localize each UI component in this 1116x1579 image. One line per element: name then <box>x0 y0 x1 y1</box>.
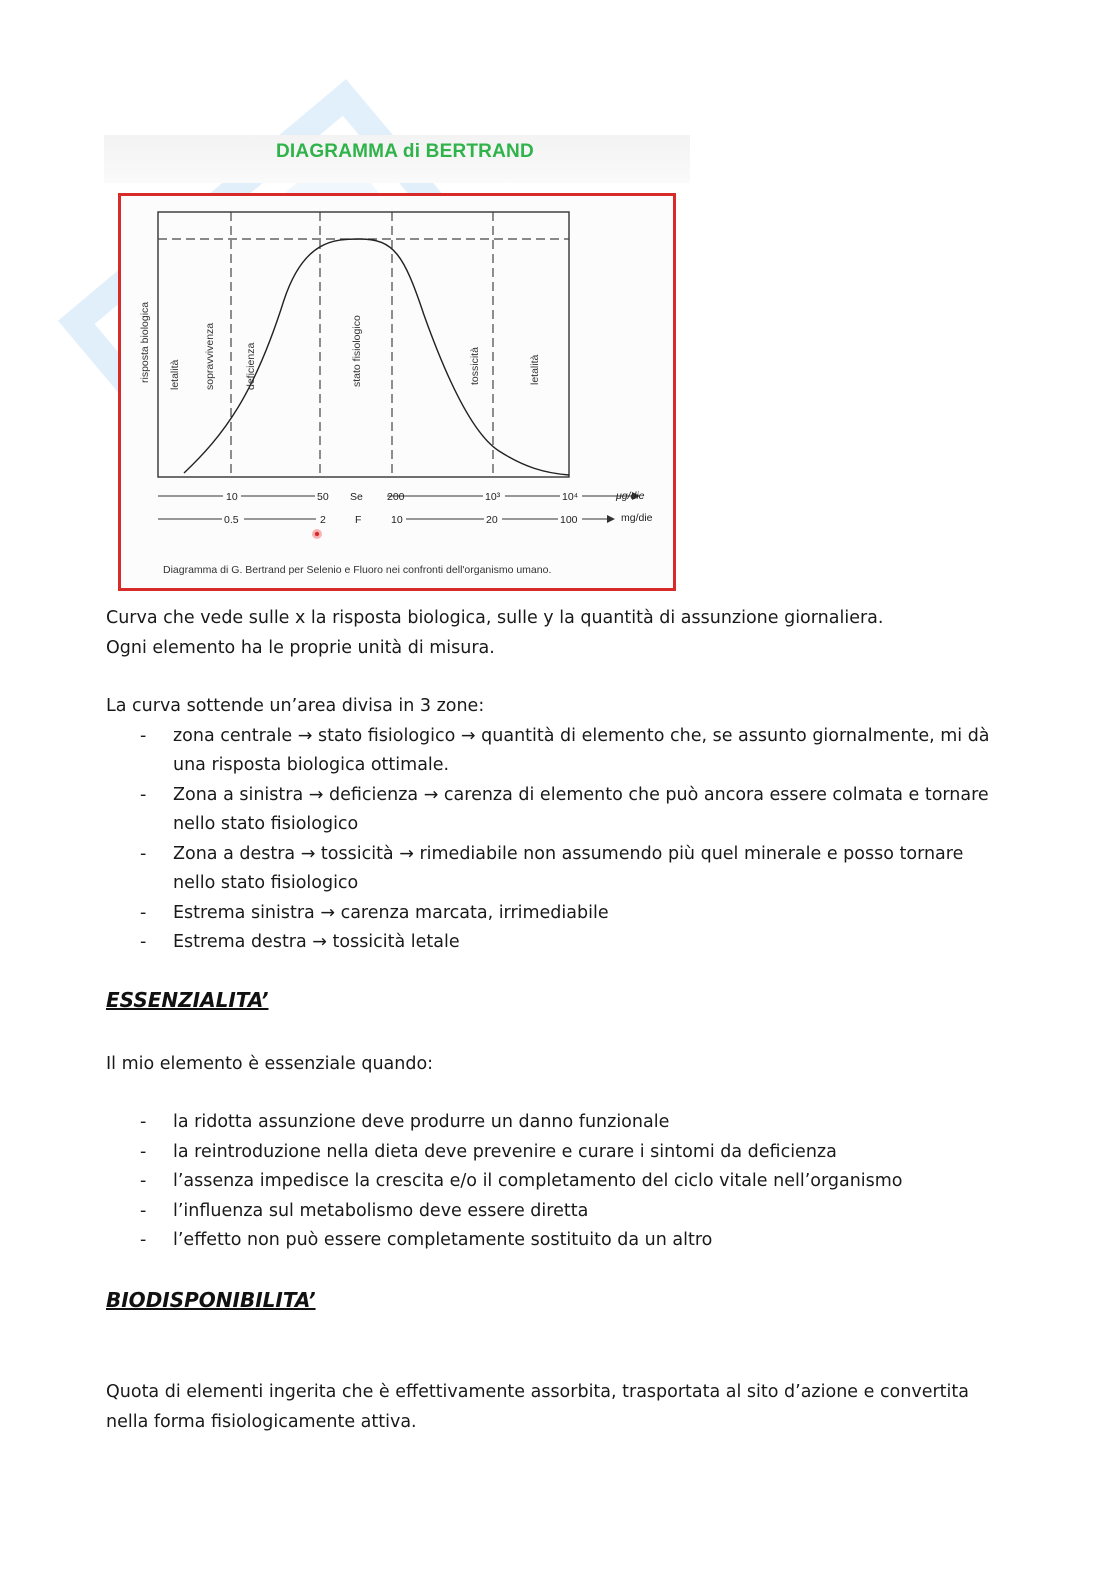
intro-block <box>106 604 1006 663</box>
list-item <box>106 928 1006 958</box>
list-item <box>106 722 1006 781</box>
list-item <box>106 899 1006 929</box>
essenzialita-item-text: l’influenza sul metabolismo deve essere diretta <box>173 1200 589 1221</box>
biodisponibilita-text: Quota di elementi ingerita che è effettivamente assorbita, trasportata al sito d’azione e convertita nella forma fisiologicamente attiva. <box>106 1382 969 1432</box>
list-item <box>106 840 1006 899</box>
zone-item-text: Estrema destra → tossicità letale <box>173 932 460 952</box>
bertrand-diagram <box>104 135 690 597</box>
f-tick-100: 100 <box>560 514 578 526</box>
bullet-dash: - <box>140 1141 147 1162</box>
f-tick-20: 20 <box>486 514 498 526</box>
label-tossicita: tossicità <box>469 347 481 385</box>
figure-title: DIAGRAMMA di BERTRAND <box>276 141 534 162</box>
essenzialita-lead: Il mio elemento è essenziale quando: <box>106 1054 434 1074</box>
zones-block <box>106 692 1006 958</box>
bullet-dash: - <box>140 1171 147 1191</box>
essenzialita-item-text: l’assenza impedisce la crescita e/o il completamento del ciclo vitale nell’organismo <box>173 1171 903 1191</box>
bertrand-figure <box>104 135 690 597</box>
zone-item-text: Estrema sinistra → carenza marcata, irrimediabile <box>173 902 609 923</box>
list-item <box>106 1108 1006 1138</box>
bullet-dash: - <box>140 725 147 746</box>
list-item <box>106 781 1006 840</box>
zone-item-text: Zona a destra → tossicità → rimediabile non assumendo più quel minerale e posso tornare nello stato fisiologico <box>173 843 964 893</box>
list-item <box>106 1138 1006 1168</box>
se-tick-50: 50 <box>317 491 329 503</box>
label-letalita-right: letalità <box>529 354 541 385</box>
bullet-dash: - <box>140 784 147 805</box>
zones-list <box>106 722 1006 958</box>
essenzialita-item-text: la reintroduzione nella dieta deve prevenire e curare i sintomi da deficienza <box>173 1141 837 1162</box>
se-element-label: Se <box>350 491 363 503</box>
f-unit: mg/die <box>621 512 653 524</box>
essenzialita-item-text: la ridotta assunzione deve produrre un danno funzionale <box>173 1112 670 1132</box>
list-item <box>106 1226 1006 1256</box>
label-letalita-left: letalità <box>169 359 181 390</box>
f-tick-2: 2 <box>320 514 326 526</box>
plot-box <box>158 212 569 477</box>
figure-caption: Diagramma di G. Bertrand per Selenio e Fluoro nei confronti dell'organismo umano. <box>163 564 552 576</box>
essenzialita-list <box>106 1108 1006 1256</box>
essenzialita-item-text: l’effetto non può essere completamente sostituito da un altro <box>173 1230 713 1250</box>
zone-item-text: Zona a sinistra → deficienza → carenza di elemento che può ancora essere colmata e tornare nello stato fisiologico <box>173 784 989 834</box>
se-tick-10000: 10⁴ <box>562 491 579 503</box>
se-tick-200: 200 <box>387 491 405 503</box>
se-tick-10: 10 <box>226 491 238 503</box>
label-sopravvivenza: sopravvivenza <box>204 322 216 390</box>
label-deficienza: deficienza <box>245 342 257 390</box>
essenzialita-heading: ESSENZIALITA’ <box>106 988 269 1012</box>
marker-dot-core <box>315 532 319 536</box>
biodisponibilita-block <box>106 1378 1006 1437</box>
bullet-dash: - <box>140 1230 147 1250</box>
bullet-dash: - <box>140 902 147 923</box>
bullet-dash: - <box>140 932 147 952</box>
f-scale-arrow <box>607 515 615 523</box>
zone-item-text: zona centrale → stato fisiologico → quantità di elemento che, se assunto giornalmente, mi dà una risposta biologica ottimale. <box>173 725 990 775</box>
biodisponibilita-heading: BIODISPONIBILITA’ <box>106 1288 316 1312</box>
bullet-dash: - <box>140 1112 147 1132</box>
intro-line-1: Curva che vede sulle x la risposta biologica, sulle y la quantità di assunzione giornaliera. <box>106 608 884 628</box>
list-item <box>106 1197 1006 1227</box>
essenzialita-list-block <box>106 1108 1006 1256</box>
list-item <box>106 1167 1006 1197</box>
intro-line-2: Ogni elemento ha le proprie unità di misura. <box>106 637 495 658</box>
response-curve <box>184 239 569 475</box>
label-stato-fisiologico: stato fisiologico <box>351 315 363 387</box>
bullet-dash: - <box>140 1200 147 1221</box>
zones-lead: La curva sottende un’area divisa in 3 zone: <box>106 696 485 716</box>
essenzialita-lead-block <box>106 1050 1006 1080</box>
se-tick-1000: 10³ <box>485 491 501 503</box>
f-element-label: F <box>355 514 362 526</box>
bullet-dash: - <box>140 843 147 864</box>
f-tick-10: 10 <box>391 514 403 526</box>
f-tick-0-5: 0.5 <box>224 514 239 526</box>
label-risposta-biologica: risposta biologica <box>139 301 151 383</box>
se-unit: μg/die <box>616 490 645 502</box>
